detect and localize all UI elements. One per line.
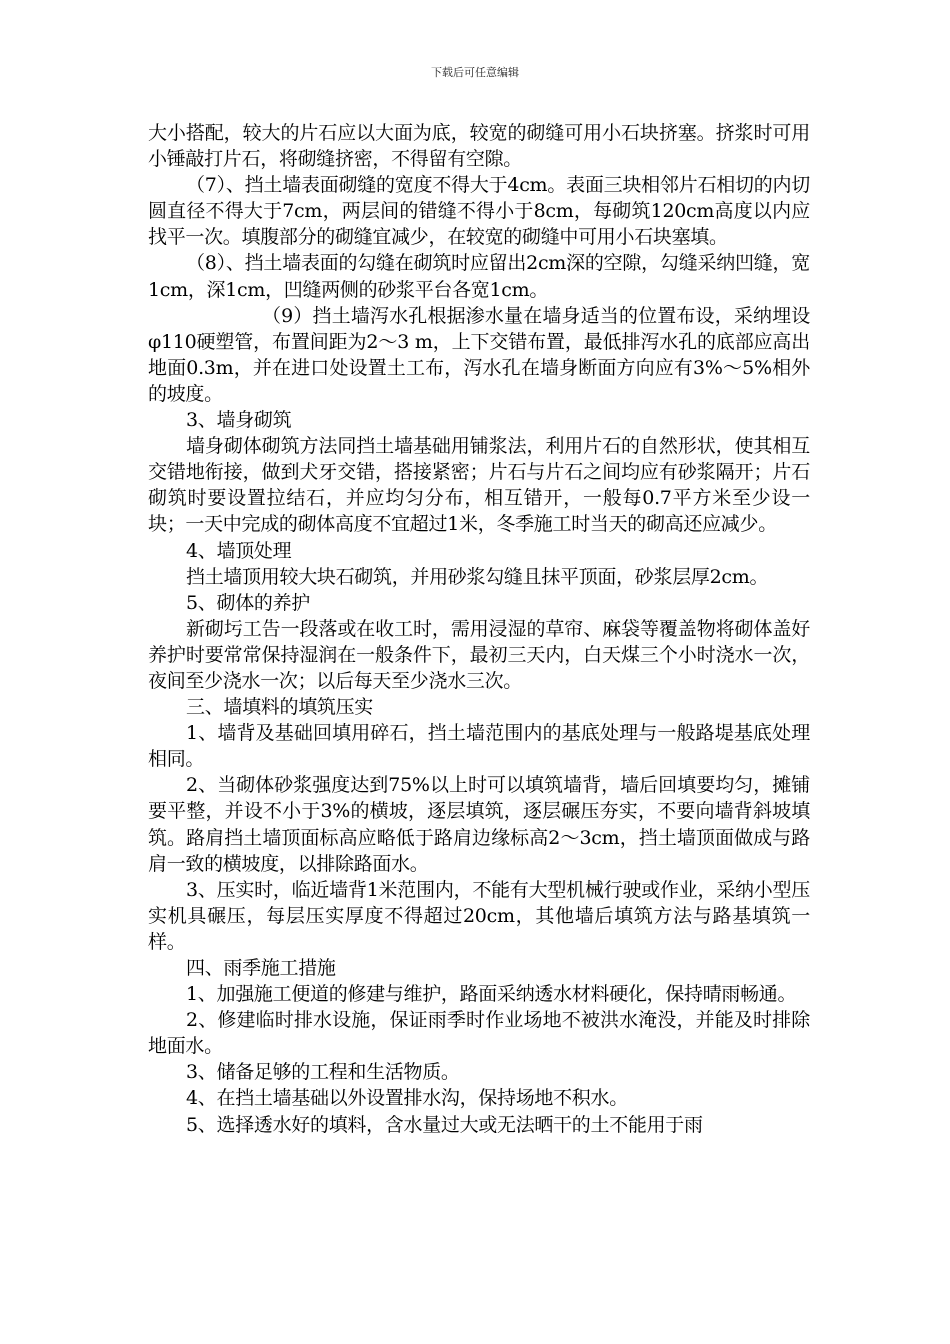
- paragraph: 大小搭配，较大的片石应以大面为底，较宽的砌缝可用小石块挤塞。挤浆时可用小锤敲打片石，将砌缝挤密，不得留有空隙。: [148, 122, 810, 171]
- paragraph: 2、当砌体砂浆强度达到75%以上时可以填筑墙背，墙后回填要均匀，摊铺要平整，并设不小于3%的横坡，逐层填筑，逐层碾压夯实，不要向墙背斜坡填筑。路肩挡土墙顶面标高应略低于路肩边缘标高2～3cm，挡土墙顶面做成与路肩一致的横坡度，以排除路面水。: [148, 774, 810, 875]
- paragraph: 5、选择透水好的填料，含水量过大或无法晒干的土不能用于雨: [186, 1113, 703, 1136]
- paragraph: 新砌圬工告一段落或在收工时，需用浸湿的草帘、麻袋等覆盖物将砌体盖好养护时要常常保持湿润在一般条件下，最初三天内，白天煤三个小时浇水一次，夜间至少浇水一次；以后每天至少浇水三次。: [148, 617, 810, 692]
- paragraph: （9）挡土墙泻水孔根据渗水量在墙身适当的位置布设，采纳埋设φ110硬塑管，布置间距为2～3 m，上下交错布置，最低排泻水孔的底部应高出地面0.3m，并在进口处设置土工布，泻水孔在墙身断面方向应有3%～5%相外的坡度。: [148, 304, 810, 405]
- paragraph: 3、压实时，临近墙背1米范围内，不能有大型机械行驶或作业，采纳小型压实机具碾压，每层压实厚度不得超过20cm，其他墙后填筑方法与路基填筑一样。: [148, 878, 810, 953]
- page-header: 下载后可任意编辑: [431, 66, 519, 79]
- paragraph: 4、在挡土墙基础以外设置排水沟，保持场地不积水。: [186, 1087, 628, 1110]
- paragraph: 3、储备足够的工程和生活物质。: [186, 1061, 460, 1084]
- paragraph: （7）、挡土墙表面砌缝的宽度不得大于4cm。表面三块相邻片石相切的内切圆直径不得大于7cm，两层间的错缝不得小于8cm，每砌筑120cm高度以内应找平一次。填腹部分的砌缝宜减少，在较宽的砌缝中可用小石块塞填。: [148, 174, 810, 249]
- paragraph: 5、砌体的养护: [186, 591, 310, 614]
- paragraph: 四、雨季施工措施: [186, 957, 336, 979]
- paragraph: 墙身砌体砌筑方法同挡土墙基础用铺浆法，利用片石的自然形状，使其相互交错地衔接，做到犬牙交错，搭接紧密；片石与片石之间均应有砂浆隔开；片石砌筑时要设置拉结石，并应均匀分布，相互错开，一般每0.7平方米至少设一块；一天中完成的砌体高度不宜超过1米，冬季施工时当天的砌高还应减少。: [148, 435, 810, 536]
- paragraph: 1、墙背及基础回填用碎石，挡土墙范围内的基底处理与一般路堤基底处理相同。: [148, 722, 810, 771]
- paragraph: 三、墙填料的填筑压实: [186, 696, 374, 719]
- paragraph: 2、修建临时排水设施，保证雨季时作业场地不被洪水淹没，并能及时排除地面水。: [148, 1009, 810, 1058]
- paragraph: 4、墙顶处理: [186, 539, 292, 562]
- paragraph: 3、墙身砌筑: [186, 409, 292, 432]
- paragraph: 1、加强施工便道的修建与维护，路面采纳透水材料硬化，保持晴雨畅通。: [186, 983, 797, 1006]
- paragraph: 挡土墙顶用较大块石砌筑，并用砂浆勾缝且抹平顶面，砂浆层厚2cm。: [186, 565, 769, 588]
- paragraph: （8）、挡土墙表面的勾缝在砌筑时应留出2cm深的空隙，勾缝采纳凹缝，宽1cm，深1cm，凹缝两侧的砂浆平台各宽1cm。: [148, 252, 810, 301]
- document-body: [148, 120, 810, 1138]
